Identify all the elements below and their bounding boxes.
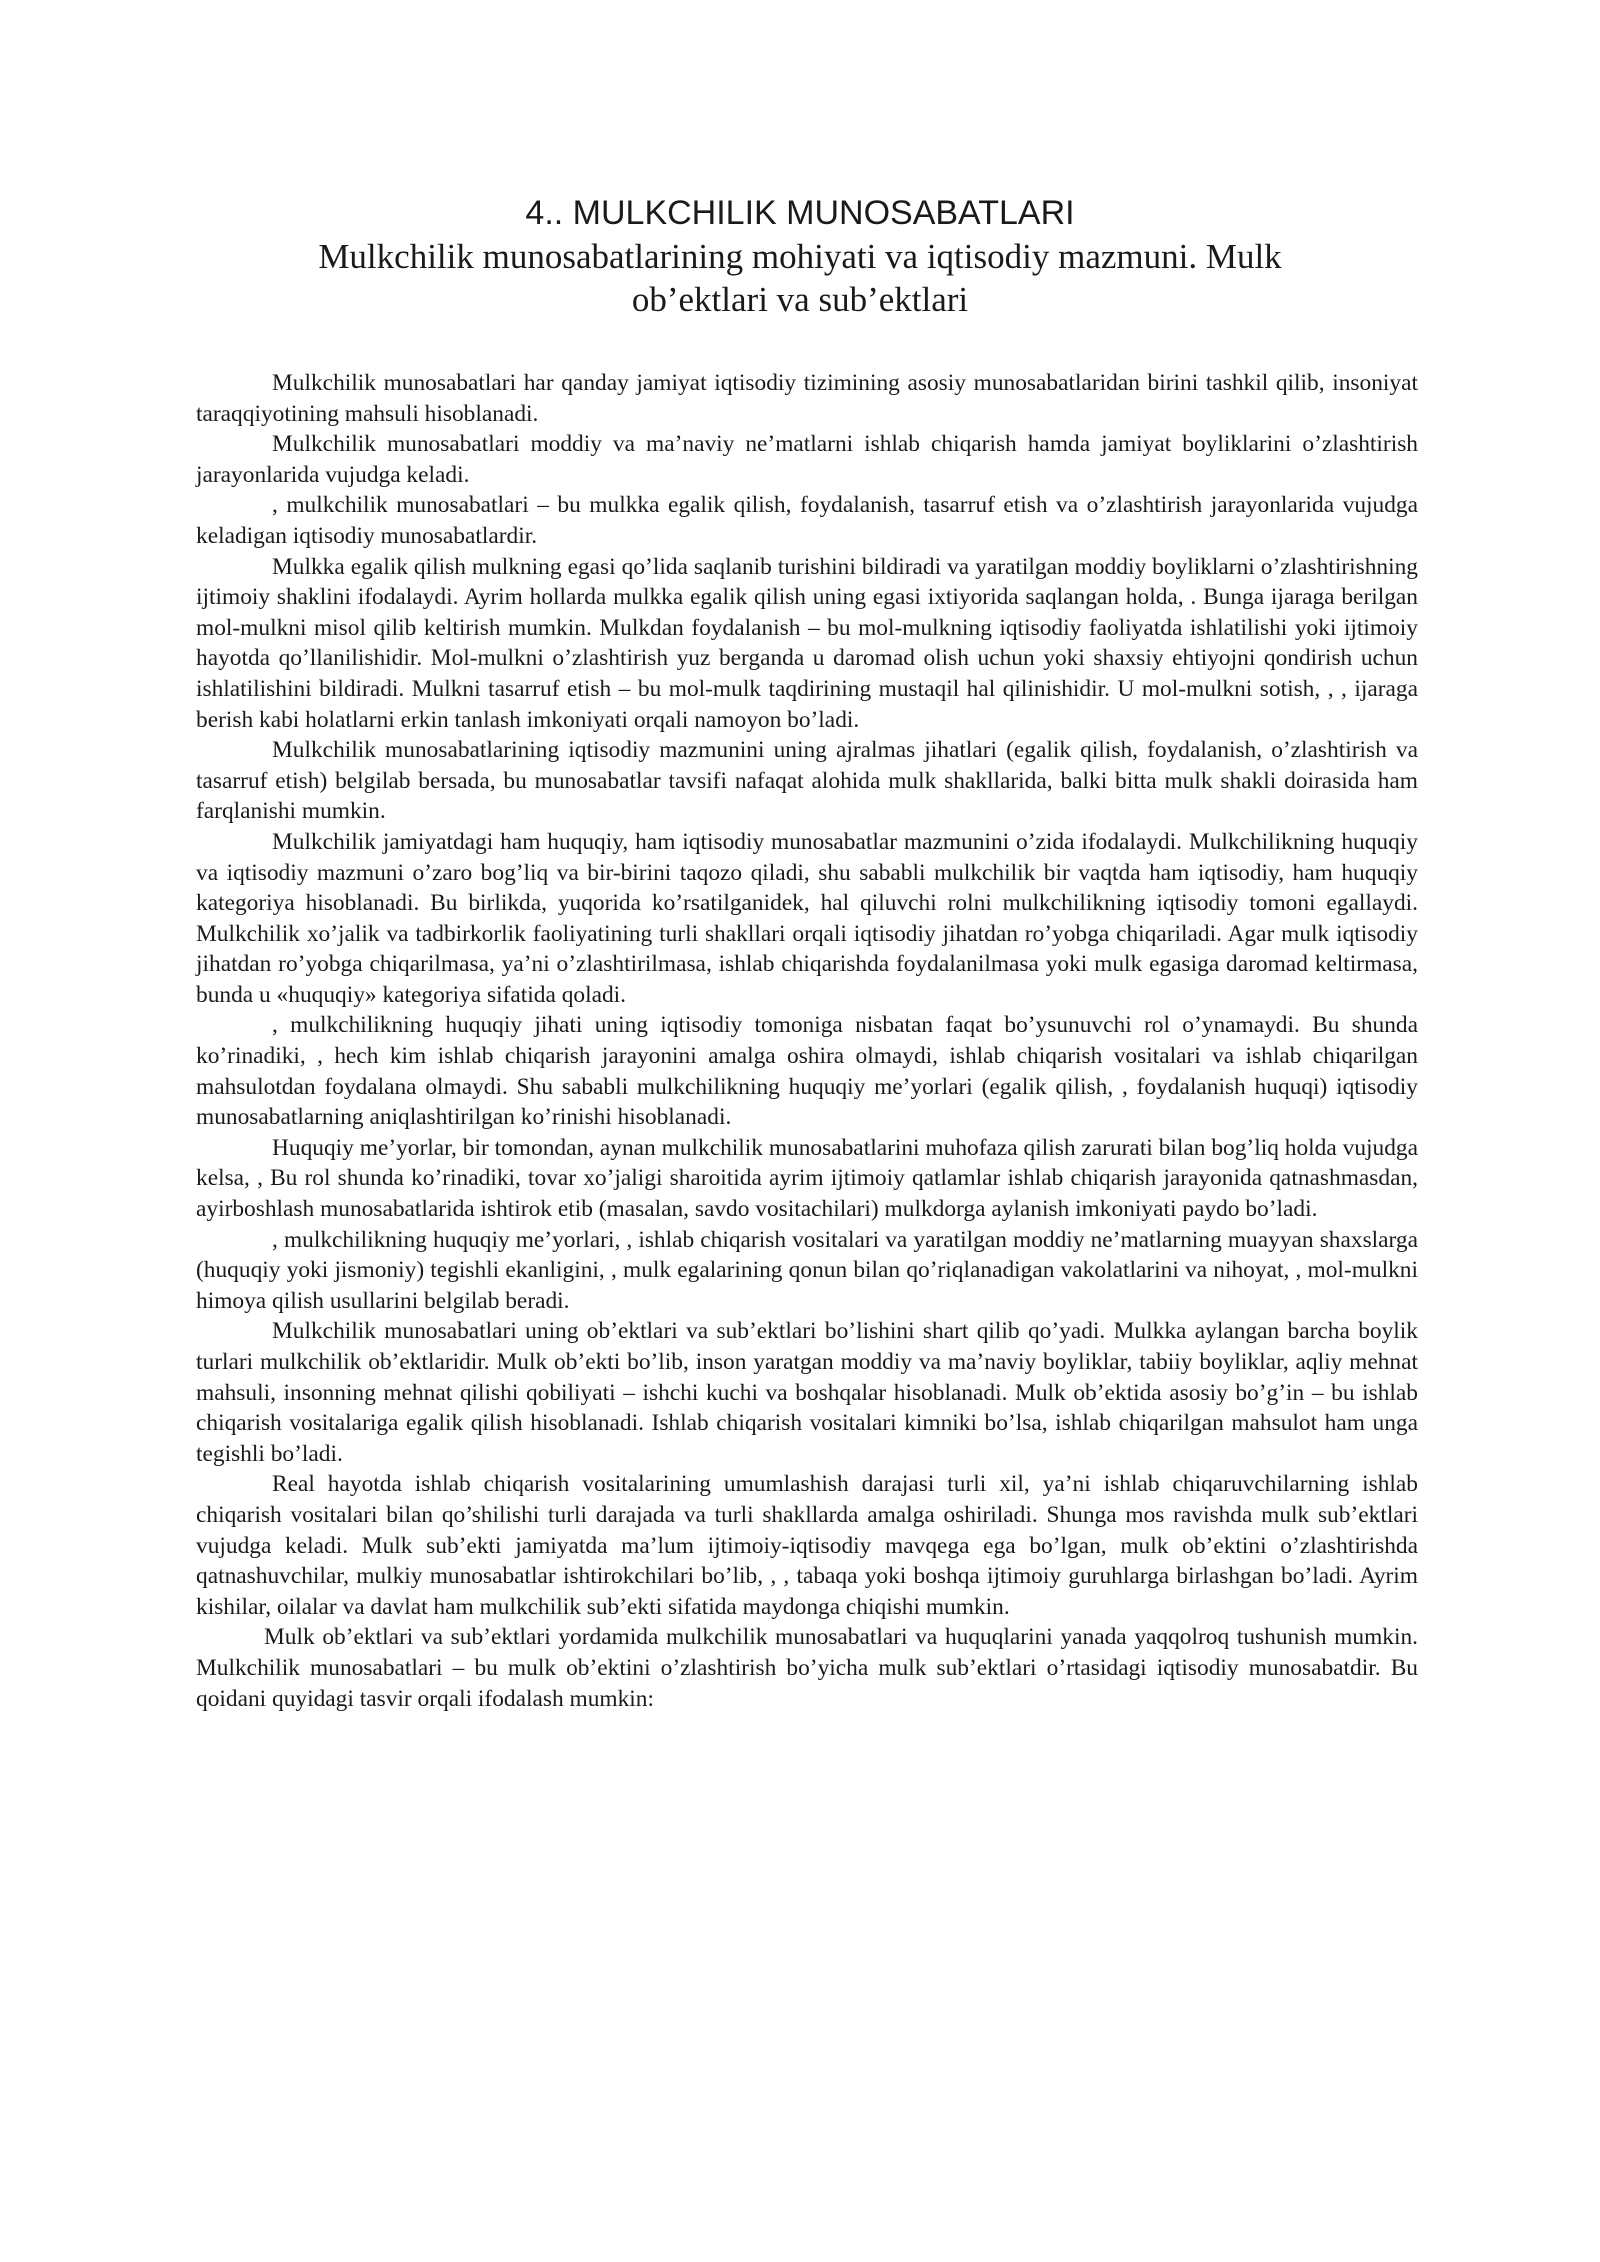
section-subtitle-line-1: Mulkchilik munosabatlarining mohiyati va iqtisodiy mazmuni. Mulk <box>318 237 1282 276</box>
paragraph: Real hayotda ishlab chiqarish vositalarining umumlashish darajasi turli xil, ya’ni ishlab chiqaruvchilarning ishlab chiqarish vositalari bilan qo’shilishi turli darajada va turli shakllarda amalga oshiriladi. Shunga mos ravishda mulk sub’ektlari vujudga keladi. Mulk sub’ekti jamiyatda ma’lum ijtimoiy-iqtisodiy mavqega ega bo’lgan, mulk ob’ektini o’zlashtirishda qatnashuvchilar, mulkiy munosabatlar ishtirokchilari bo’lib, , , tabaqa yoki boshqa ijtimoiy guruhlarga birlashgan bo’ladi. Ayrim kishilar, oilalar va davlat ham mulkchilik sub’ekti sifatida maydonga chiqishi mumkin. <box>196 1471 1418 1620</box>
paragraph: Huquqiy me’yorlar, bir tomondan, aynan mulkchilik munosabatlarini muhofaza qilish zarurati bilan bog’liq holda vujudga kelsa, , Bu rol shunda ko’rinadiki, tovar xo’jaligi sharoitida ayrim ijtimoiy qatlamlar ishlab chiqarish jarayonida qatnashmasdan, ayirboshlash munosabatlarida ishtirok etib (masalan, savdo vositachilari) mulkdorga aylanish imkoniyati paydo bo’ladi. <box>196 1134 1418 1223</box>
paragraph: , mulkchilikning huquqiy jihati uning iqtisodiy tomoniga nisbatan faqat bo’ysunuvchi rol o’ynamaydi. Bu shunda ko’rinadiki, , hech kim ishlab chiqarish jarayonini amalga oshira olmaydi, ishlab chiqarish vositalari va ishlab chiqarilgan mahsulotdan foydalana olmaydi. Shu sababli mulkchilikning huquqiy me’yorlari (egalik qilish, , foydalanish huquqi) iqtisodiy munosabatlarning aniqlashtirilgan ko’rinishi hisoblanadi. <box>196 1012 1418 1131</box>
paragraph: , mulkchilikning huquqiy me’yorlari, , ishlab chiqarish vositalari va yaratilgan moddiy ne’matlarning muayyan shaxslarga (huquqiy yoki jismoniy) tegishli ekanligini, , mulk egalarining qonun bilan qo’riqlanadigan vakolatlarini va nihoyat, , mol-mulkni himoya qilish usullarini belgilab beradi. <box>196 1226 1418 1314</box>
paragraph: Mulkchilik munosabatlari moddiy va ma’naviy ne’matlarni ishlab chiqarish hamda jamiyat boyliklarini o’zlashtirish jarayonlarida vujudga keladi. <box>196 431 1418 488</box>
paragraph: Mulkchilik jamiyatdagi ham huquqiy, ham iqtisodiy munosabatlar mazmunini o’zida ifodalaydi. Mulkchilikning huquqiy va iqtisodiy mazmuni o’zaro bog’liq va bir-birini taqozo qiladi, shu sababli mulkchilik bir vaqtda ham iqtisodiy, ham huquqiy kategoriya hisoblanadi. Bu birlikda, yuqorida ko’rsatilganidek, hal qiluvchi rolni mulkchilikning iqtisodiy tomoni egallaydi. Mulkchilik xo’jalik va tadbirkorlik faoliyatining turli shakllari orqali iqtisodiy jihatdan ro’yobga chiqariladi. Agar mulk iqtisodiy jihatdan ro’yobga chiqarilmasa, ya’ni o’zlashtirilmasa, ishlab chiqarishda foydalanilmasa yoki mulk egasiga daromad keltirmasa, bunda u «huquqiy» kategoriya sifatida qoladi. <box>196 828 1418 1008</box>
chapter-heading <box>200 192 1400 321</box>
section-subtitle-line-2: ob’ektlari va sub’ektlari <box>631 280 969 319</box>
chapter-title: 4.. MULKCHILIK MUNOSABATLARI <box>525 194 1075 232</box>
paragraph: Mulkchilik munosabatlari uning ob’ektlari va sub’ektlari bo’lishini shart qilib qo’yadi. Mulkka aylangan barcha boylik turlari mulkchilik ob’ektlaridir. Mulk ob’ekti bo’lib, inson yaratgan moddiy va ma’naviy boyliklar, tabiiy boyliklar, aqliy mehnat mahsuli, insonning mehnat qilishi qobiliyati – ishchi kuchi va boshqalar hisoblanadi. Mulk ob’ektida asosiy bo’g’in – bu ishlab chiqarish vositalariga egalik qilish hisoblanadi. Ishlab chiqarish vositalari kimniki bo’lsa, ishlab chiqarilgan mahsulot ham unga tegishli bo’ladi. <box>196 1318 1418 1467</box>
paragraph: , mulkchilik munosabatlari – bu mulkka egalik qilish, foydalanish, tasarruf etish va o’zlashtirish jarayonlarida vujudga keladigan iqtisodiy munosabatlardir. <box>196 492 1418 549</box>
paragraph: Mulkchilik munosabatlarining iqtisodiy mazmunini uning ajralmas jihatlari (egalik qilish, foydalanish, o’zlashtirish va tasarruf etish) belgilab bersada, bu munosabatlar tavsifi nafaqat alohida mulk shakllarida, balki bitta mulk shakli doirasida ham farqlanishi mumkin. <box>196 737 1418 825</box>
paragraph: Mulkka egalik qilish mulkning egasi qo’lida saqlanib turishini bildiradi va yaratilgan moddiy boyliklarni o’zlashtirishning ijtimoiy shaklini ifodalaydi. Ayrim hollarda mulkka egalik qilish uning egasi ixtiyorida saqlangan holda, . Bunga ijaraga berilgan mol-mulkni misol qilib keltirish mumkin. Mulkdan foydalanish – bu mol-mulkning iqtisodiy faoliyatda ishlatilishi yoki ijtimoiy hayotda qo’llanilishidir. Mol-mulkni o’zlashtirish yuz berganda u daromad olish uchun yoki shaxsiy ehtiyojni qondirish uchun ishlatilishini bildiradi. Mulkni tasarruf etish – bu mol-mulk taqdirining mustaqil hal qilinishidir. U mol-mulkni sotish, , , ijaraga berish kabi holatlarni erkin tanlash imkoniyati orqali namoyon bo’ladi. <box>196 553 1418 733</box>
body-text <box>196 368 1418 1714</box>
paragraph: Mulk ob’ektlari va sub’ektlari yordamida mulkchilik munosabatlari va huquqlarini yanada yaqqolroq tushunish mumkin. Mulkchilik munosabatlari – bu mulk ob’ektini o’zlashtirish bo’yicha mulk sub’ektlari o’rtasidagi iqtisodiy munosabatdir. Bu qoidani quyidagi tasvir orqali ifodalash mumkin: <box>196 1624 1418 1712</box>
paragraph: Mulkchilik munosabatlari har qanday jamiyat iqtisodiy tizimining asosiy munosabatlaridan birini tashkil qilib, insoniyat taraqqiyotining mahsuli hisoblanadi. <box>196 370 1418 427</box>
